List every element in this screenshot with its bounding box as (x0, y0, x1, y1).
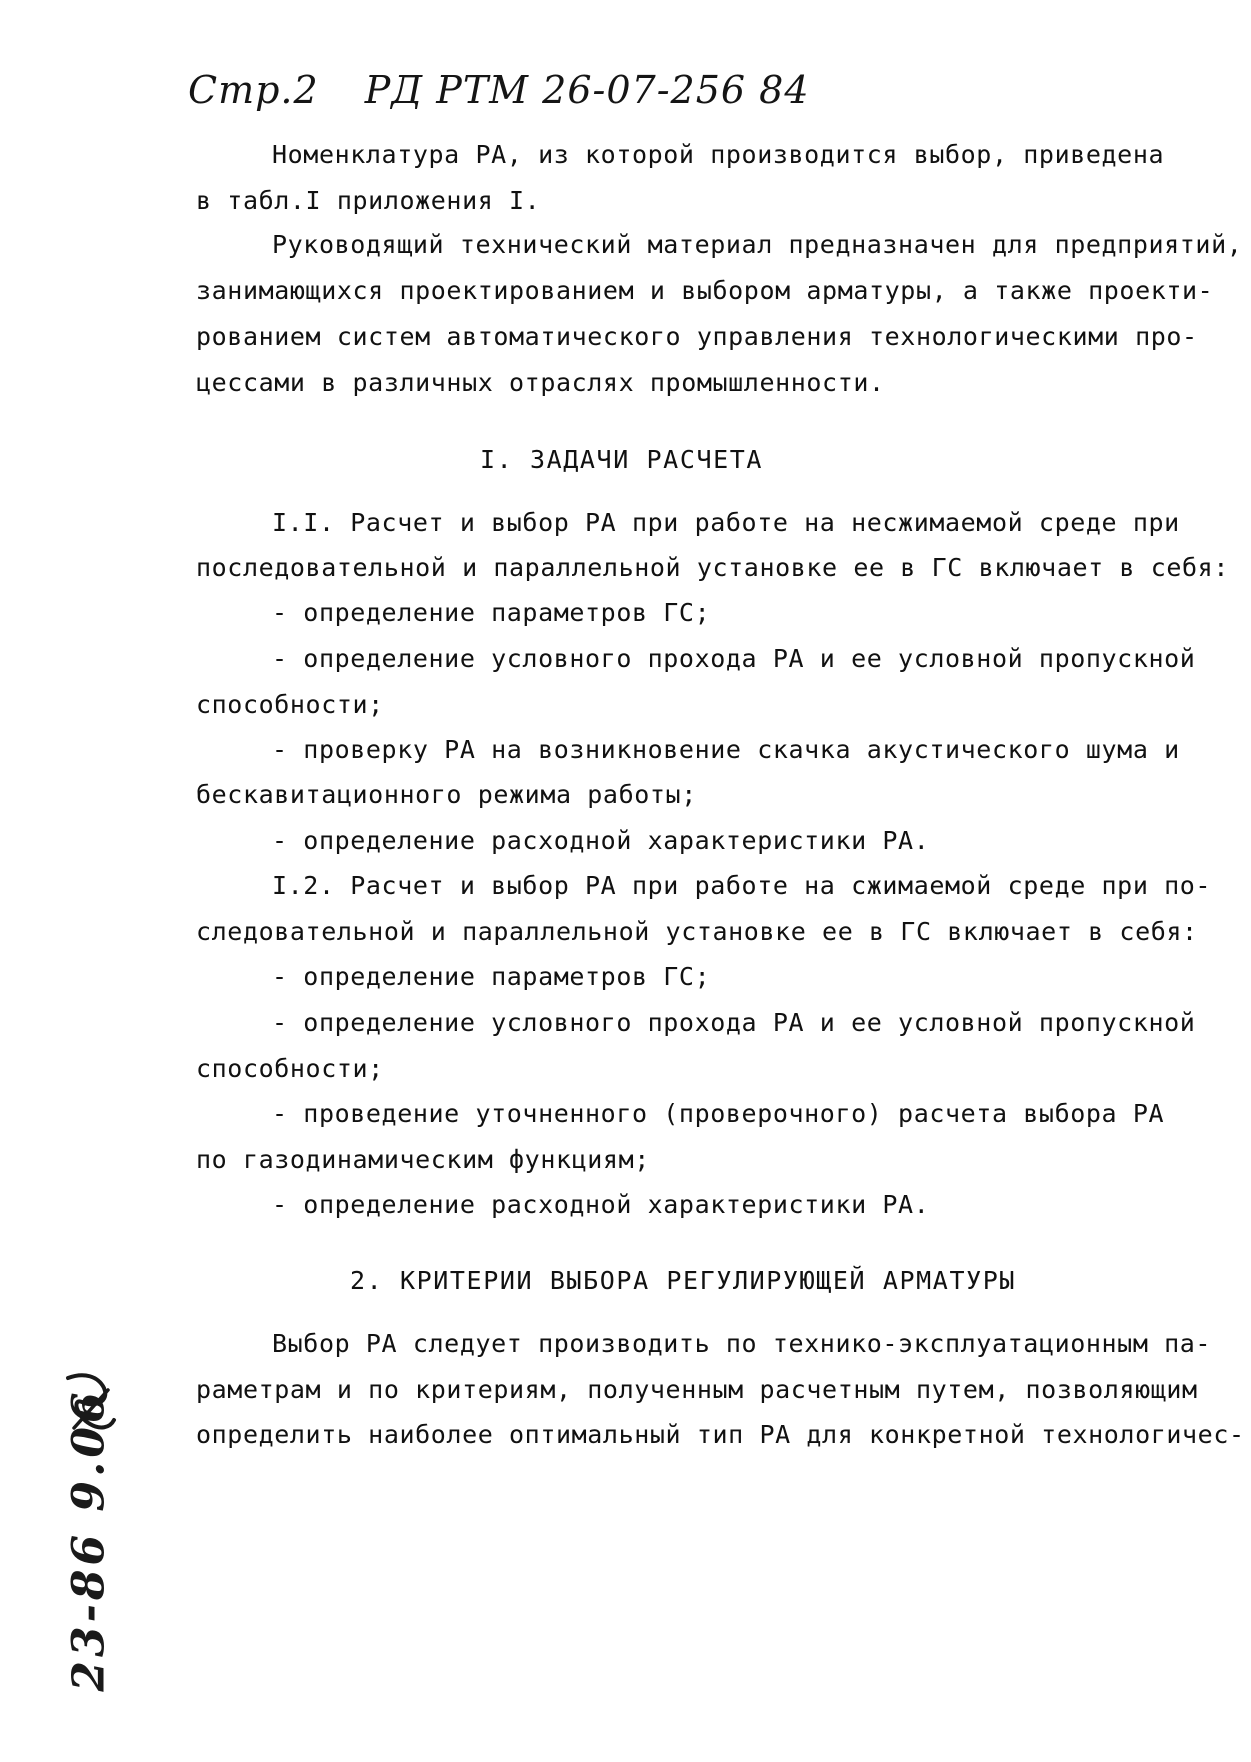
document-code: РД РТМ 26-07-256 84 (364, 68, 810, 112)
text-line: следовательной и параллельной установке ее в ГС включает в себя: (196, 917, 1198, 946)
text-line: раметрам и по критериям, полученным расчетным путем, позволяющим (196, 1375, 1198, 1404)
text-line: последовательной и параллельной установке ее в ГС включает в себя: (196, 553, 1229, 582)
list-item: - определение условного прохода РА и ее условной пропускной (272, 1008, 1196, 1037)
text-line: бескавитационного режима работы; (196, 780, 697, 809)
page-header (188, 68, 810, 112)
section-heading: 2. КРИТЕРИИ ВЫБОРА РЕГУЛИРУЮЩЕЙ АРМАТУРЫ (350, 1266, 1017, 1295)
text-line: способности; (196, 1054, 384, 1083)
page-number: Стр.2 (188, 68, 319, 112)
signature-icon (54, 1368, 124, 1448)
list-item: - проведение уточненного (проверочного) расчета выбора РА (272, 1099, 1165, 1128)
list-item: - определение условного прохода РА и ее условной пропускной (272, 644, 1196, 673)
text-line: I.I. Расчет и выбор РА при работе на несжимаемой среде при (272, 508, 1180, 537)
list-item: - определение расходной характеристики РА. (272, 1190, 930, 1219)
margin-note-text: 23-86 9.06 (63, 1388, 115, 1692)
list-item: - проверку РА на возникновение скачка акустического шума и (272, 735, 1180, 764)
text-line: I.2. Расчет и выбор РА при работе на сжимаемой среде при по- (272, 871, 1212, 900)
text-line: рованием систем автоматического управления технологическими про- (196, 322, 1198, 351)
list-item: - определение расходной характеристики РА. (272, 826, 930, 855)
text-line: Выбор РА следует производить по технико-эксплуатационным па- (272, 1329, 1212, 1358)
section-heading: I. ЗАДАЧИ РАСЧЕТА (480, 445, 764, 474)
list-item: - определение параметров ГС; (272, 962, 711, 991)
text-line: занимающихся проектированием и выбором арматуры, а также проекти- (196, 276, 1214, 305)
text-line: цессами в различных отраслях промышленности. (196, 368, 885, 397)
text-line: по газодинамическим функциям; (196, 1145, 650, 1174)
list-item: - определение параметров ГС; (272, 598, 711, 627)
text-line: Номенклатура РА, из которой производится выбор, приведена (272, 140, 1165, 169)
text-line: в табл.I приложения I. (196, 186, 541, 215)
text-line: определить наиболее оптимальный тип РА для конкретной технологичес- (196, 1420, 1245, 1449)
text-line: способности; (196, 690, 384, 719)
text-line: Руководящий технический материал предназначен для предприятий, (272, 230, 1243, 259)
